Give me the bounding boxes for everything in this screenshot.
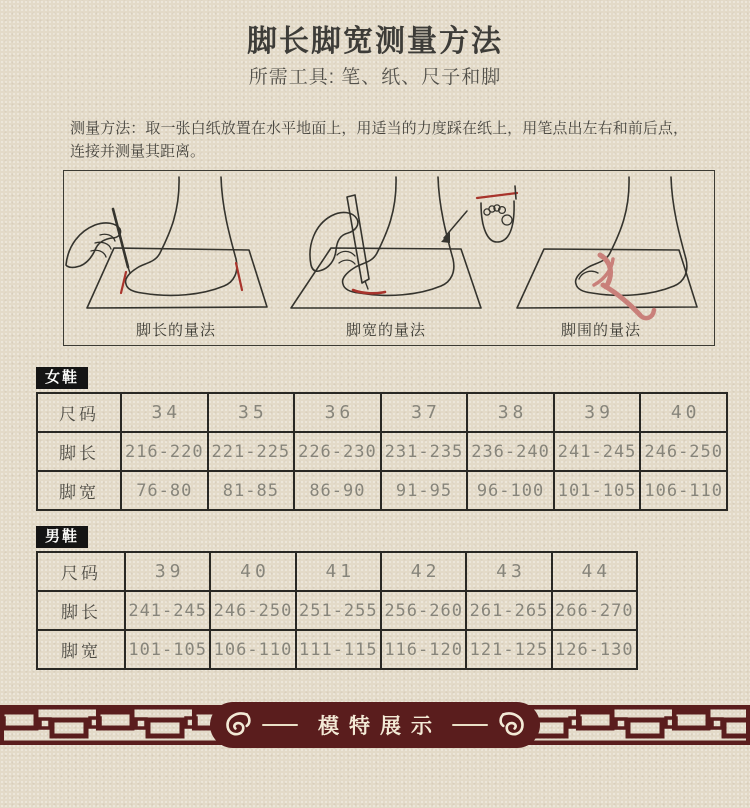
caption-foot-girth: 脚围的量法 [560,322,641,339]
range-cell: 246-250 [210,591,295,630]
range-cell: 81-85 [208,471,295,510]
caption-foot-length: 脚长的量法 [135,322,216,339]
arrow-icon [441,232,450,243]
size-cell: 34 [121,393,208,432]
women-size-table [36,392,728,511]
size-cell: 39 [554,393,641,432]
table-row [37,393,727,432]
measurement-diagram-box [63,170,715,346]
size-cell: 41 [296,552,381,591]
range-cell: 106-110 [640,471,727,510]
range-cell: 221-225 [208,432,295,471]
heel-mark [236,263,242,290]
caption-foot-width: 脚宽的量法 [345,322,426,339]
row-label-cell: 脚宽 [37,630,125,669]
table-row [37,471,727,510]
range-cell: 256-260 [381,591,466,630]
width-mark [353,290,385,293]
tools-subtitle: 所需工具: 笔、纸、尺子和脚 [248,67,502,88]
table-row [37,630,637,669]
range-cell: 101-105 [125,630,210,669]
size-cell: 35 [208,393,295,432]
range-cell: 226-230 [294,432,381,471]
range-cell: 246-250 [640,432,727,471]
foot-width-illustration [291,177,517,308]
range-cell: 266-270 [552,591,637,630]
range-cell: 261-265 [466,591,551,630]
measurement-instructions: 测量方法：取一张白纸放置在水平地面上，用适当的力度踩在纸上，用笔点出左右和前后点，连接并测量其距离。 [70,120,688,160]
row-label-cell: 尺码 [37,393,121,432]
row-label-cell: 脚宽 [37,471,121,510]
dash-divider [452,724,488,727]
model-display-banner [0,705,750,745]
range-cell: 76-80 [121,471,208,510]
men-size-table [36,551,638,670]
size-cell: 40 [210,552,295,591]
dash-divider [262,724,298,727]
row-label-cell: 脚长 [37,432,121,471]
row-label-cell: 尺码 [37,552,125,591]
women-section-label: 女鞋 [36,367,88,389]
range-cell: 101-105 [554,471,641,510]
table-row [37,432,727,471]
cloud-scroll-icon [498,711,526,739]
size-cell: 43 [466,552,551,591]
range-cell: 116-120 [381,630,466,669]
range-cell: 96-100 [467,471,554,510]
men-section-label: 男鞋 [36,526,88,548]
range-cell: 121-125 [466,630,551,669]
measurement-illustrations [64,171,714,321]
range-cell: 236-240 [467,432,554,471]
range-cell: 251-255 [296,591,381,630]
size-cell: 39 [125,552,210,591]
range-cell: 86-90 [294,471,381,510]
range-cell: 106-110 [210,630,295,669]
measuring-tape [594,255,654,318]
size-cell: 36 [294,393,381,432]
range-cell: 231-235 [381,432,468,471]
size-cell: 40 [640,393,727,432]
range-cell: 111-115 [296,630,381,669]
foot-girth-illustration [517,177,697,318]
table-row [37,552,637,591]
banner-medallion [210,702,540,748]
range-cell: 91-95 [381,471,468,510]
page-title: 脚长脚宽测量方法 [247,25,503,58]
size-cell: 37 [381,393,468,432]
cloud-scroll-icon [224,711,252,739]
range-cell: 241-245 [554,432,641,471]
range-cell: 216-220 [121,432,208,471]
range-cell: 126-130 [552,630,637,669]
size-cell: 38 [467,393,554,432]
foot-length-illustration [66,177,267,308]
size-cell: 44 [552,552,637,591]
size-cell: 42 [381,552,466,591]
table-row [37,591,637,630]
row-label-cell: 脚长 [37,591,125,630]
range-cell: 241-245 [125,591,210,630]
toes-inset [477,186,517,242]
banner-title: 模特展示 [318,715,442,738]
